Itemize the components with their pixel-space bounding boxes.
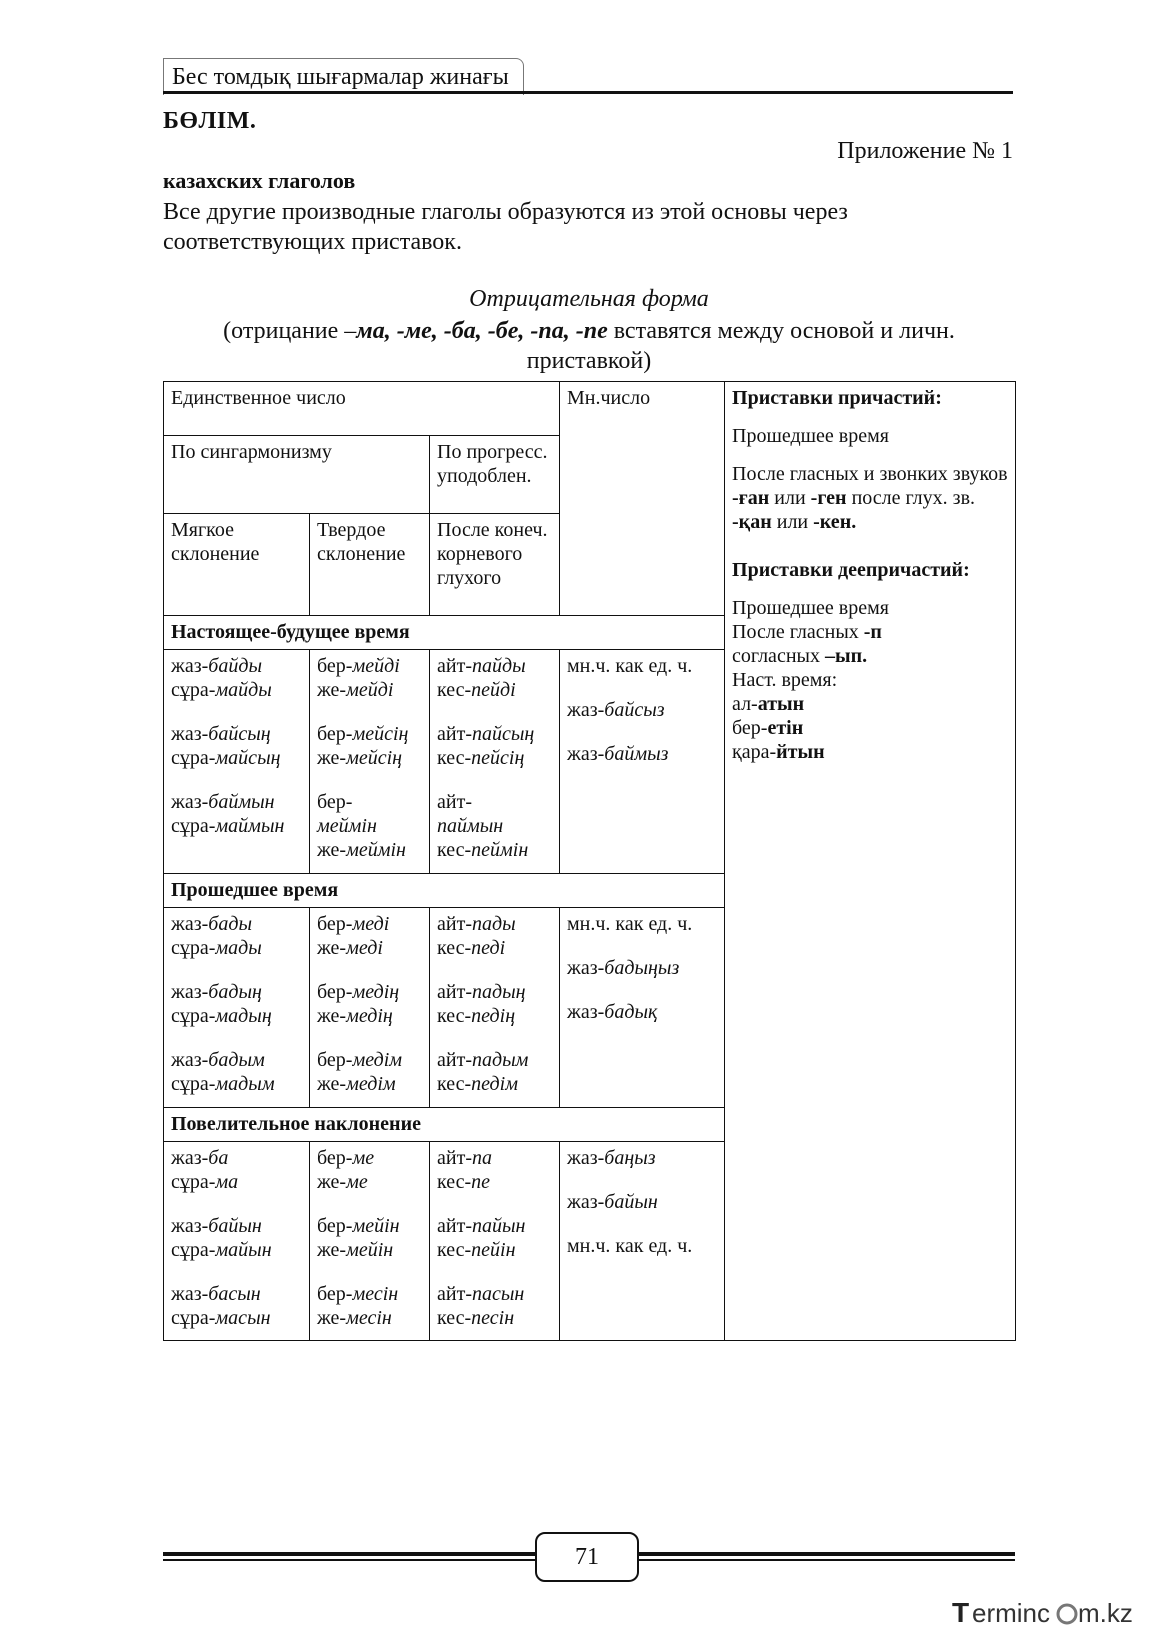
conjugation-form [567, 912, 717, 936]
stem: бер- [317, 1214, 353, 1237]
suffix: падың [471, 981, 526, 1004]
header-plural: Мн.число [560, 382, 725, 616]
word-form [317, 1072, 422, 1096]
suffix: байсыз [604, 699, 665, 722]
stem: мн.ч. как ед. ч. [567, 913, 693, 936]
suffix: педі [471, 937, 506, 960]
rule-text: согласных [732, 645, 825, 667]
gerund-present-time: Наст. время: [732, 669, 838, 691]
stem: сұра- [171, 937, 216, 960]
conjugation-form [317, 912, 422, 960]
stem: сұра- [171, 815, 216, 838]
suffix: мадым [215, 1073, 275, 1096]
stem: жаз- [171, 655, 209, 678]
suffix: пайсың [471, 723, 535, 746]
word-form [437, 1146, 552, 1170]
suffix: маймын [215, 815, 285, 838]
stem: жаз- [171, 981, 209, 1004]
stem: же- [317, 1306, 347, 1329]
suffix: ма [215, 1170, 239, 1193]
stem: жаз- [171, 791, 209, 814]
word-form [171, 790, 302, 814]
progressive-column [430, 1141, 560, 1340]
header-title: Бес томдық шығармалар жинағы [163, 58, 524, 95]
word-form [437, 678, 552, 702]
stem: сұра- [171, 1238, 216, 1261]
stem: жаз- [567, 699, 605, 722]
plural-column [560, 650, 725, 874]
stem: айт- [437, 655, 472, 678]
stem: айт- [437, 1214, 472, 1237]
word-form [171, 678, 302, 702]
conjugation-form [437, 1146, 552, 1194]
word-form [317, 1238, 422, 1262]
conjugation-form [317, 1146, 422, 1194]
conjugation-form [317, 722, 422, 770]
stem: бер- [317, 913, 353, 936]
suffix: байын [208, 1214, 262, 1237]
suffix: мадың [215, 1005, 272, 1028]
stem: мн.ч. как ед. ч. [567, 655, 693, 678]
word-form [567, 1190, 717, 1214]
progressive-column [430, 650, 560, 874]
suffix: басын [208, 1282, 261, 1305]
section-heading: Настоящее-будущее время [164, 616, 725, 650]
word-form [317, 980, 422, 1004]
stem: же- [317, 1005, 347, 1028]
suffix: мады [215, 937, 262, 960]
suffix: педің [471, 1005, 516, 1028]
word-form [567, 742, 717, 766]
plural-column [560, 908, 725, 1107]
stem: кес- [437, 747, 472, 770]
suffix: баймын [208, 791, 275, 814]
stem: бер- [317, 655, 353, 678]
conjugation-form [567, 654, 717, 678]
section-heading: Прошедшее время [164, 874, 725, 908]
word-form [317, 1004, 422, 1028]
subtitle: казахских глаголов [163, 168, 356, 193]
hard-column [310, 908, 430, 1107]
suffix-yp: –ып. [824, 645, 868, 667]
conjugation-form [317, 980, 422, 1028]
conjugation-form [317, 790, 422, 862]
svg-text:m.kz: m.kz [1078, 1598, 1133, 1628]
suffix: пе [471, 1170, 491, 1193]
suffix: бадыңыз [604, 957, 680, 980]
hard-column [310, 1141, 430, 1340]
suffix: пайын [471, 1214, 526, 1237]
suffix: медің [346, 1005, 393, 1028]
suffix: ба [208, 1146, 229, 1169]
stem: кес- [437, 1005, 472, 1028]
suffix-ken: -кен. [813, 511, 857, 533]
word-form [567, 912, 717, 936]
watermark-logo-icon [950, 1592, 1150, 1632]
word-form [437, 1048, 552, 1072]
word-form [171, 1306, 302, 1330]
header-progressive: По прогресс. уподоблен. [430, 436, 560, 514]
stem: жаз- [171, 913, 209, 936]
svg-text:T: T [952, 1597, 970, 1628]
gerund-vowel-rule [732, 620, 1008, 644]
plural-column [560, 1141, 725, 1340]
word-form [567, 698, 717, 722]
word-form [171, 746, 302, 770]
word-form [437, 1072, 552, 1096]
conjugation-form [567, 1146, 717, 1170]
stem: мн.ч. как ед. ч. [567, 1234, 693, 1257]
conjugation-form [317, 1282, 422, 1330]
conjugation-form [437, 1214, 552, 1262]
suffix: ме [346, 1170, 368, 1193]
gerunds-rules [732, 596, 1008, 764]
suffix: майсың [215, 747, 281, 770]
conjugation-form [437, 1048, 552, 1096]
word-form [567, 1146, 717, 1170]
conjugation-form [437, 790, 552, 862]
stem: кес- [437, 1238, 472, 1261]
stem: бер- [317, 1049, 353, 1072]
word-form [171, 912, 302, 936]
conjugation-form [567, 956, 717, 980]
suffix: медің [352, 981, 400, 1004]
example-suffix: етін [767, 717, 804, 739]
stem: же- [317, 1170, 347, 1193]
conjugation-form [171, 1214, 302, 1262]
stem: бер- [317, 1282, 353, 1305]
conjugation-form [171, 1146, 302, 1194]
conjugation-form [171, 1282, 302, 1330]
suffix: мейді [352, 655, 400, 678]
word-form [437, 654, 552, 678]
suffix: меді [346, 937, 383, 960]
stem: айт- [437, 1049, 472, 1072]
word-form [171, 1170, 302, 1194]
stem: бер- [317, 981, 353, 1004]
word-form [317, 838, 422, 862]
suffix: падым [471, 1049, 529, 1072]
header-hard: Твердое склонение [310, 514, 430, 616]
word-form [171, 814, 302, 838]
word-form [437, 838, 552, 862]
stem: же- [317, 1073, 347, 1096]
example-suffix: атын [757, 693, 805, 715]
suffix-gen: -ген [810, 487, 847, 509]
word-form [567, 956, 717, 980]
word-form [171, 1072, 302, 1096]
word-form [317, 814, 422, 838]
participles-rule [732, 462, 1008, 534]
conjugation-form [171, 980, 302, 1028]
stem: сұра- [171, 1073, 216, 1096]
page-footer [163, 1532, 1015, 1582]
conjugation-form [171, 654, 302, 702]
stem: же- [317, 1238, 347, 1261]
rule-text: после глух. зв. [846, 487, 976, 509]
suffix: мейсің [346, 747, 403, 770]
stem: бер- [317, 723, 353, 746]
hard-column [310, 650, 430, 874]
stem: жаз- [567, 957, 605, 980]
conjugation-form [567, 1234, 717, 1258]
conjugation-form [317, 654, 422, 702]
conjugation-table [163, 381, 1016, 1341]
rule-text: или [769, 487, 811, 509]
appendix-label: Приложение № 1 [837, 138, 1013, 164]
suffix: байын [604, 1190, 658, 1213]
participles-title: Приставки причастий: [732, 387, 942, 409]
running-header [163, 52, 1013, 94]
word-form [437, 1004, 552, 1028]
suffix: пейсің [471, 747, 525, 770]
stem: айт- [437, 723, 472, 746]
word-form [171, 1214, 302, 1238]
suffix: ме [352, 1146, 375, 1169]
suffix: бадық [604, 1001, 658, 1024]
word-form [437, 814, 552, 838]
example-stem: бер- [732, 717, 768, 739]
stem: айт- [437, 913, 472, 936]
stem: айт- [437, 791, 472, 814]
svg-text:erminc: erminc [972, 1598, 1051, 1628]
stem: жаз- [567, 1190, 605, 1213]
progressive-column [430, 908, 560, 1107]
word-form [317, 654, 422, 678]
stem: жаз- [171, 723, 209, 746]
participles-past-time: Прошедшее время [732, 425, 889, 447]
word-form [437, 1170, 552, 1194]
stem: кес- [437, 937, 472, 960]
stem: сұра- [171, 679, 216, 702]
negative-form-title: Отрицательная форма [469, 286, 709, 312]
word-form [317, 1306, 422, 1330]
stem: кес- [437, 1170, 472, 1193]
conjugation-form [437, 912, 552, 960]
stem: жаз- [567, 1146, 605, 1169]
section-heading: Повелительное наклонение [164, 1107, 725, 1141]
negative-desc-prefix: (отрицание – [223, 318, 357, 344]
suffix-qan: -қан [732, 511, 772, 533]
stem: айт- [437, 1146, 472, 1169]
header-after-voiceless: После конеч. корневого глухого [430, 514, 560, 616]
suffix: бадың [208, 981, 262, 1004]
header-singular: Единственное число [164, 382, 560, 436]
word-form [171, 980, 302, 1004]
suffix: майын [215, 1238, 272, 1261]
conjugation-form [437, 1282, 552, 1330]
header-synharmonism: По сингармонизму [164, 436, 430, 514]
suffix: бады [208, 913, 252, 936]
stem: же- [317, 747, 347, 770]
suffix: байды [208, 655, 262, 678]
suffix: месін [346, 1306, 392, 1329]
conjugation-form [317, 1048, 422, 1096]
stem: кес- [437, 1306, 472, 1329]
conjugation-form [171, 1048, 302, 1096]
word-form [171, 1146, 302, 1170]
word-form [437, 790, 552, 814]
intro-paragraph: Все другие производные глаголы образуются из этой основы через соответствующих приставок. [163, 199, 848, 255]
suffix: мейін [352, 1214, 400, 1237]
suffix: меймін [346, 839, 406, 862]
stem: же- [317, 839, 347, 862]
word-form [567, 1234, 717, 1258]
word-form [437, 1214, 552, 1238]
suffix: баңыз [604, 1146, 656, 1169]
suffix: пейін [471, 1238, 516, 1261]
rule-text: или [771, 511, 814, 533]
stem: жаз- [171, 1214, 209, 1237]
suffix: бадым [208, 1049, 265, 1072]
suffix: меймін [317, 815, 377, 838]
stem: бер- [317, 1146, 353, 1169]
stem: же- [317, 937, 347, 960]
participles-block [732, 386, 1008, 410]
example-suffix: йтын [776, 741, 825, 763]
suffix: мейді [346, 679, 394, 702]
suffix: пайды [471, 655, 526, 678]
example-stem: ал- [732, 693, 758, 715]
stem: сұра- [171, 747, 216, 770]
suffix: баймыз [604, 743, 669, 766]
section-title: БӨЛІМ. [163, 108, 257, 134]
word-form [437, 1306, 552, 1330]
suffix: месін [352, 1282, 399, 1305]
stem: жаз- [567, 1001, 605, 1024]
conjugation-form [317, 1214, 422, 1262]
stem: айт- [437, 981, 472, 1004]
conjugation-form [567, 698, 717, 722]
suffix: байсың [208, 723, 271, 746]
soft-column [164, 650, 310, 874]
suffix-p: -п [863, 621, 882, 643]
word-form [437, 936, 552, 960]
suffix: мейсің [352, 723, 409, 746]
word-form [317, 790, 422, 814]
gerund-consonant-rule [732, 644, 1008, 668]
suffix: медім [352, 1049, 403, 1072]
word-form [317, 722, 422, 746]
word-form [317, 1214, 422, 1238]
word-form [171, 1004, 302, 1028]
word-form [437, 912, 552, 936]
header-soft: Мягкое склонение [164, 514, 310, 616]
stem: кес- [437, 679, 472, 702]
suffix: майды [215, 679, 272, 702]
conjugation-form [437, 654, 552, 702]
word-form [317, 936, 422, 960]
word-form [567, 654, 717, 678]
word-form [437, 1238, 552, 1262]
conjugation-form [171, 790, 302, 838]
suffix: пейді [471, 679, 516, 702]
rule-text: После гласных [732, 621, 864, 643]
stem: же- [317, 679, 347, 702]
suffix: масын [215, 1306, 271, 1329]
word-form [171, 1282, 302, 1306]
word-form [317, 678, 422, 702]
gerund-example [732, 692, 1008, 716]
word-form [171, 936, 302, 960]
suffix: медім [346, 1073, 396, 1096]
word-form [317, 1170, 422, 1194]
stem: кес- [437, 1073, 472, 1096]
conjugation-form [437, 722, 552, 770]
negative-desc-suffix: вставятся между основой и личн. приставкой) [526, 318, 955, 374]
sidebar-cell [725, 382, 1016, 1341]
conjugation-form [171, 912, 302, 960]
suffix: педім [471, 1073, 518, 1096]
word-form [171, 1048, 302, 1072]
gerunds-block [732, 558, 1008, 582]
suffix: пасын [471, 1282, 525, 1305]
stem: сұра- [171, 1170, 216, 1193]
suffix: па [471, 1146, 492, 1169]
stem: жаз- [567, 743, 605, 766]
suffix: пады [471, 913, 516, 936]
word-form [171, 722, 302, 746]
conjugation-form [437, 980, 552, 1028]
word-form [567, 1000, 717, 1024]
word-form [317, 1146, 422, 1170]
page-number: 71 [535, 1532, 639, 1582]
word-form [317, 746, 422, 770]
gerund-example [732, 740, 1008, 764]
word-form [317, 1282, 422, 1306]
word-form [437, 746, 552, 770]
suffix: пеймін [471, 839, 529, 862]
conjugation-form [567, 1190, 717, 1214]
gerunds-title: Приставки деепричастий: [732, 559, 970, 581]
word-form [171, 1238, 302, 1262]
watermark-logo [950, 1592, 1150, 1632]
stem: сұра- [171, 1306, 216, 1329]
suffix: мейін [346, 1238, 394, 1261]
word-form [437, 980, 552, 1004]
suffix: паймын [437, 815, 504, 838]
word-form [317, 1048, 422, 1072]
word-form [317, 912, 422, 936]
soft-column [164, 1141, 310, 1340]
stem: сұра- [171, 1005, 216, 1028]
word-form [437, 1282, 552, 1306]
header-rule [163, 91, 1013, 94]
soft-column [164, 908, 310, 1107]
word-form [437, 722, 552, 746]
rule-text: После гласных и звонких звуков [732, 463, 1008, 485]
word-form [171, 654, 302, 678]
stem: бер- [317, 791, 353, 814]
negative-suffixes: ма, -ме, -ба, -бе, -па, -пе [356, 318, 608, 344]
conjugation-form [567, 1000, 717, 1024]
suffix-gan: -ған [732, 487, 770, 509]
example-stem: қара- [732, 741, 777, 763]
gerund-past-time: Прошедшее время [732, 597, 889, 619]
suffix: меді [352, 913, 390, 936]
stem: айт- [437, 1282, 472, 1305]
stem: кес- [437, 839, 472, 862]
suffix: песін [471, 1306, 515, 1329]
stem: жаз- [171, 1282, 209, 1305]
stem: жаз- [171, 1146, 209, 1169]
conjugation-form [171, 722, 302, 770]
gerund-example [732, 716, 1008, 740]
stem: жаз- [171, 1049, 209, 1072]
negative-form-description [163, 316, 1015, 376]
conjugation-form [567, 742, 717, 766]
